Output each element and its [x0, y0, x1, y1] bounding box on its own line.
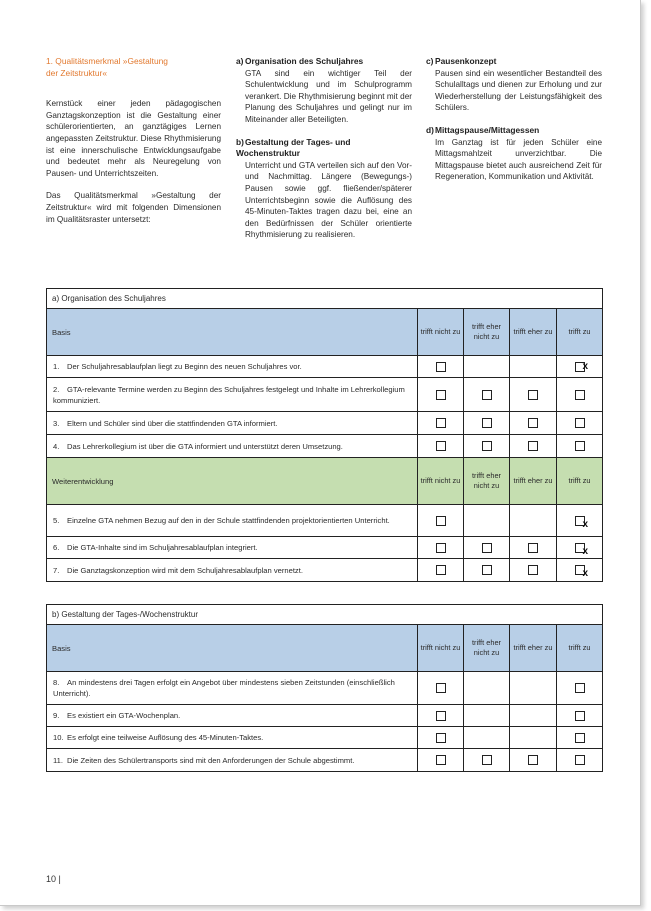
checkbox-trifft-nicht-zu[interactable]: [436, 418, 446, 428]
option-trifft-zu: trifft zu: [557, 309, 603, 356]
check-mark: x: [582, 518, 589, 530]
section-heading-line2: der Zeitstruktur«: [46, 67, 107, 78]
checkbox-trifft-zu[interactable]: [575, 418, 585, 428]
dimension-d: [426, 125, 602, 183]
dimension-b: [236, 137, 412, 241]
row-text: Einzelne GTA nehmen Bezug auf den in der Schule stattfindenden projektorientierten Unterricht.: [67, 516, 390, 525]
intro-column: [46, 56, 221, 225]
option-trifft-nicht-zu: trifft nicht zu: [418, 458, 464, 505]
weiterentwicklung-label: Weiterentwicklung: [47, 458, 418, 505]
intro-paragraph-2: Das Qualitätsmerkmal »Gestaltung der Zeitstruktur« wird mit folgenden Dimensionen im Qualitätsraster untersetzt:: [46, 191, 221, 224]
option-trifft-eher-nicht-zu: trifft eher nicht zu: [464, 309, 510, 356]
table-row: [47, 412, 603, 435]
row-number: 3.: [53, 418, 60, 428]
checkbox-trifft-nicht-zu[interactable]: [436, 711, 446, 721]
row-number: 6.: [53, 543, 60, 552]
row-text: Eltern und Schüler sind über die stattfindenden GTA informiert.: [67, 418, 278, 428]
table-row: [47, 749, 603, 772]
checkbox-trifft-nicht-zu[interactable]: [436, 733, 446, 743]
row-number: 1.: [53, 362, 60, 371]
page-number: 10 |: [46, 874, 61, 884]
row-text: Die GTA-Inhalte sind im Schuljahresablaufplan integriert.: [67, 543, 258, 552]
option-trifft-zu: trifft zu: [557, 625, 603, 672]
row-number: 11.: [53, 755, 63, 765]
checkbox-trifft-zu[interactable]: [575, 441, 585, 451]
checkbox-trifft-eher-zu[interactable]: [528, 441, 538, 451]
dimension-c: [426, 56, 602, 114]
dimension-c-title: Pausenkonzept: [435, 56, 497, 66]
row-text: GTA-relevante Termine werden zu Beginn des Schuljahres festgelegt und Inhalte im Lehrerkollegium kommuniziert.: [53, 384, 405, 405]
option-trifft-zu: trifft zu: [557, 458, 603, 505]
dimension-a: [236, 56, 412, 126]
dimension-a-label: a): [236, 56, 244, 66]
checkbox-trifft-zu[interactable]: [575, 516, 589, 530]
row-number: 8.: [53, 678, 60, 687]
row-number: 10.: [53, 733, 64, 742]
questionnaire-table-a: [46, 288, 603, 582]
dimension-d-label: d): [426, 124, 434, 135]
checkbox-trifft-nicht-zu[interactable]: [436, 755, 446, 765]
dimension-d-title: Mittagspause/Mittagessen: [435, 124, 540, 135]
dimension-b-text: Unterricht und GTA verteilen sich auf den Vor- und Nachmittag. Längere (Bewegungs-) Pausen sowie ggf. fließender/späterer Unterrichtsbeginn sowie die Auflösung des 45-Minuten-Taktes tragen dazu bei, eine an den Bedürfnissen der Schüler orientierte Rhythmisierung zu realisieren.: [245, 160, 412, 240]
table-a-title: a) Organisation des Schuljahres: [47, 289, 603, 309]
checkbox-trifft-zu[interactable]: [575, 565, 589, 579]
option-trifft-eher-nicht-zu: trifft eher nicht zu: [464, 458, 510, 505]
row-number: 2.: [53, 384, 60, 394]
option-trifft-eher-zu: trifft eher zu: [510, 309, 557, 356]
dimension-a-title: Organisation des Schuljahres: [245, 56, 364, 66]
table-b-basis-header: [47, 625, 603, 672]
row-text: Die Ganztagskonzeption wird mit dem Schuljahresablaufplan vernetzt.: [67, 565, 303, 575]
checkbox-trifft-nicht-zu[interactable]: [436, 516, 446, 526]
option-trifft-eher-nicht-zu: trifft eher nicht zu: [464, 625, 510, 672]
checkbox-trifft-eher-nicht-zu[interactable]: [482, 755, 492, 765]
option-trifft-eher-zu: trifft eher zu: [510, 625, 557, 672]
basis-label: Basis: [47, 309, 418, 356]
checkbox-trifft-eher-nicht-zu[interactable]: [482, 390, 492, 400]
row-text: An mindestens drei Tagen erfolgt ein Angebot über mindestens sieben Zeitstunden (einschließlich Unterricht).: [53, 678, 395, 698]
table-row: [47, 672, 603, 705]
table-b-title: b) Gestaltung der Tages-/Wochenstruktur: [47, 605, 603, 625]
checkbox-trifft-nicht-zu[interactable]: [436, 683, 446, 693]
checkbox-trifft-eher-zu[interactable]: [528, 755, 538, 765]
row-text: Die Zeiten des Schülertransports sind mit den Anforderungen der Schule abgestimmt.: [67, 755, 355, 765]
option-trifft-nicht-zu: trifft nicht zu: [418, 309, 464, 356]
row-number: 7.: [53, 565, 60, 575]
checkbox-trifft-zu[interactable]: [575, 543, 589, 557]
table-row: [47, 356, 603, 378]
checkbox-trifft-eher-zu[interactable]: [528, 565, 538, 575]
dimensions-column-3: [426, 56, 602, 194]
checkbox-trifft-nicht-zu[interactable]: [436, 441, 446, 451]
dimension-c-label: c): [426, 56, 434, 66]
checkbox-trifft-zu[interactable]: [575, 733, 585, 743]
checkbox-trifft-eher-nicht-zu[interactable]: [482, 565, 492, 575]
option-trifft-eher-zu: trifft eher zu: [510, 458, 557, 505]
checkbox-trifft-eher-zu[interactable]: [528, 390, 538, 400]
row-text: Das Lehrerkollegium ist über die GTA informiert und unterstützt deren Umsetzung.: [67, 441, 343, 451]
checkbox-trifft-nicht-zu[interactable]: [436, 390, 446, 400]
dimension-a-text: GTA sind ein wichtiger Teil der Schulentwicklung und im Schulprogramm verankert. Die Rhythmisierung beginnt mit der Planung des Schuljahres und gelingt nur im Miteinander aller Beteiligten.: [245, 68, 412, 124]
table-row: [47, 435, 603, 458]
row-text: Es erfolgt eine teilweise Auflösung des 45-Minuten-Taktes.: [67, 733, 264, 742]
checkbox-trifft-zu[interactable]: [575, 755, 585, 765]
section-heading-line1: 1. Qualitätsmerkmal »Gestaltung: [46, 56, 168, 66]
checkbox-trifft-nicht-zu[interactable]: [436, 362, 446, 372]
checkbox-trifft-eher-nicht-zu[interactable]: [482, 441, 492, 451]
table-row: [47, 378, 603, 412]
checkbox-trifft-zu[interactable]: [575, 711, 585, 721]
checkbox-trifft-eher-zu[interactable]: [528, 543, 538, 553]
checkbox-trifft-eher-nicht-zu[interactable]: [482, 543, 492, 553]
checkbox-trifft-zu[interactable]: [575, 390, 585, 400]
checkbox-trifft-zu[interactable]: [575, 683, 585, 693]
option-trifft-nicht-zu: trifft nicht zu: [418, 625, 464, 672]
table-row: [47, 559, 603, 582]
dimension-b-title: Gestaltung der Tages- und Wochenstruktur: [236, 136, 351, 159]
checkbox-trifft-eher-nicht-zu[interactable]: [482, 418, 492, 428]
row-number: 4.: [53, 441, 60, 451]
basis-label: Basis: [47, 625, 418, 672]
check-mark: x: [582, 545, 589, 557]
intro-paragraph-1: Kernstück einer jeden pädagogischen Ganztagskonzeption ist die Gestaltung einer schülerorientierten, an ganztägiges Lernen angepassten Zeitstruktur. Diese Rhythmisierung ist eine innerschulische Entwicklungsaufgabe und bedeutet mehr als Neuregelung von Pausen- und Unterrichtszeiten.: [46, 99, 221, 178]
section-heading: [46, 56, 221, 79]
row-number: 5.: [53, 516, 60, 525]
table-row: [47, 705, 603, 727]
questionnaire-table-b: [46, 604, 603, 772]
dimension-d-text: Im Ganztag ist für jeden Schüler eine Mittagsmahlzeit unverzichtbar. Die Mittagspause bietet auch ausreichend Zeit für Regeneration, Kommunikation und Aktivität.: [435, 137, 602, 182]
table-a-weiterentwicklung-header: [47, 458, 603, 505]
table-row: [47, 537, 603, 559]
checkbox-trifft-zu[interactable]: [575, 360, 589, 372]
dimension-c-text: Pausen sind ein wesentlicher Bestandteil des Schulalltags und dienen zur Erholung und zur Wiederherstellung der Leistungsfähigkeit des Schülers.: [435, 68, 602, 113]
checkbox-trifft-eher-zu[interactable]: [528, 418, 538, 428]
check-mark: x: [582, 568, 589, 579]
row-number: 9.: [53, 711, 60, 720]
row-text: Es existiert ein GTA-Wochenplan.: [67, 711, 181, 720]
table-row: [47, 727, 603, 749]
dimensions-column-2: [236, 56, 412, 252]
check-mark: x: [582, 360, 589, 372]
dimension-b-label: b): [236, 136, 244, 147]
row-text: Der Schuljahresablaufplan liegt zu Beginn des neuen Schuljahres vor.: [67, 362, 302, 371]
table-row: [47, 505, 603, 537]
checkbox-trifft-nicht-zu[interactable]: [436, 565, 446, 575]
checkbox-trifft-nicht-zu[interactable]: [436, 543, 446, 553]
table-a-basis-header: [47, 309, 603, 356]
